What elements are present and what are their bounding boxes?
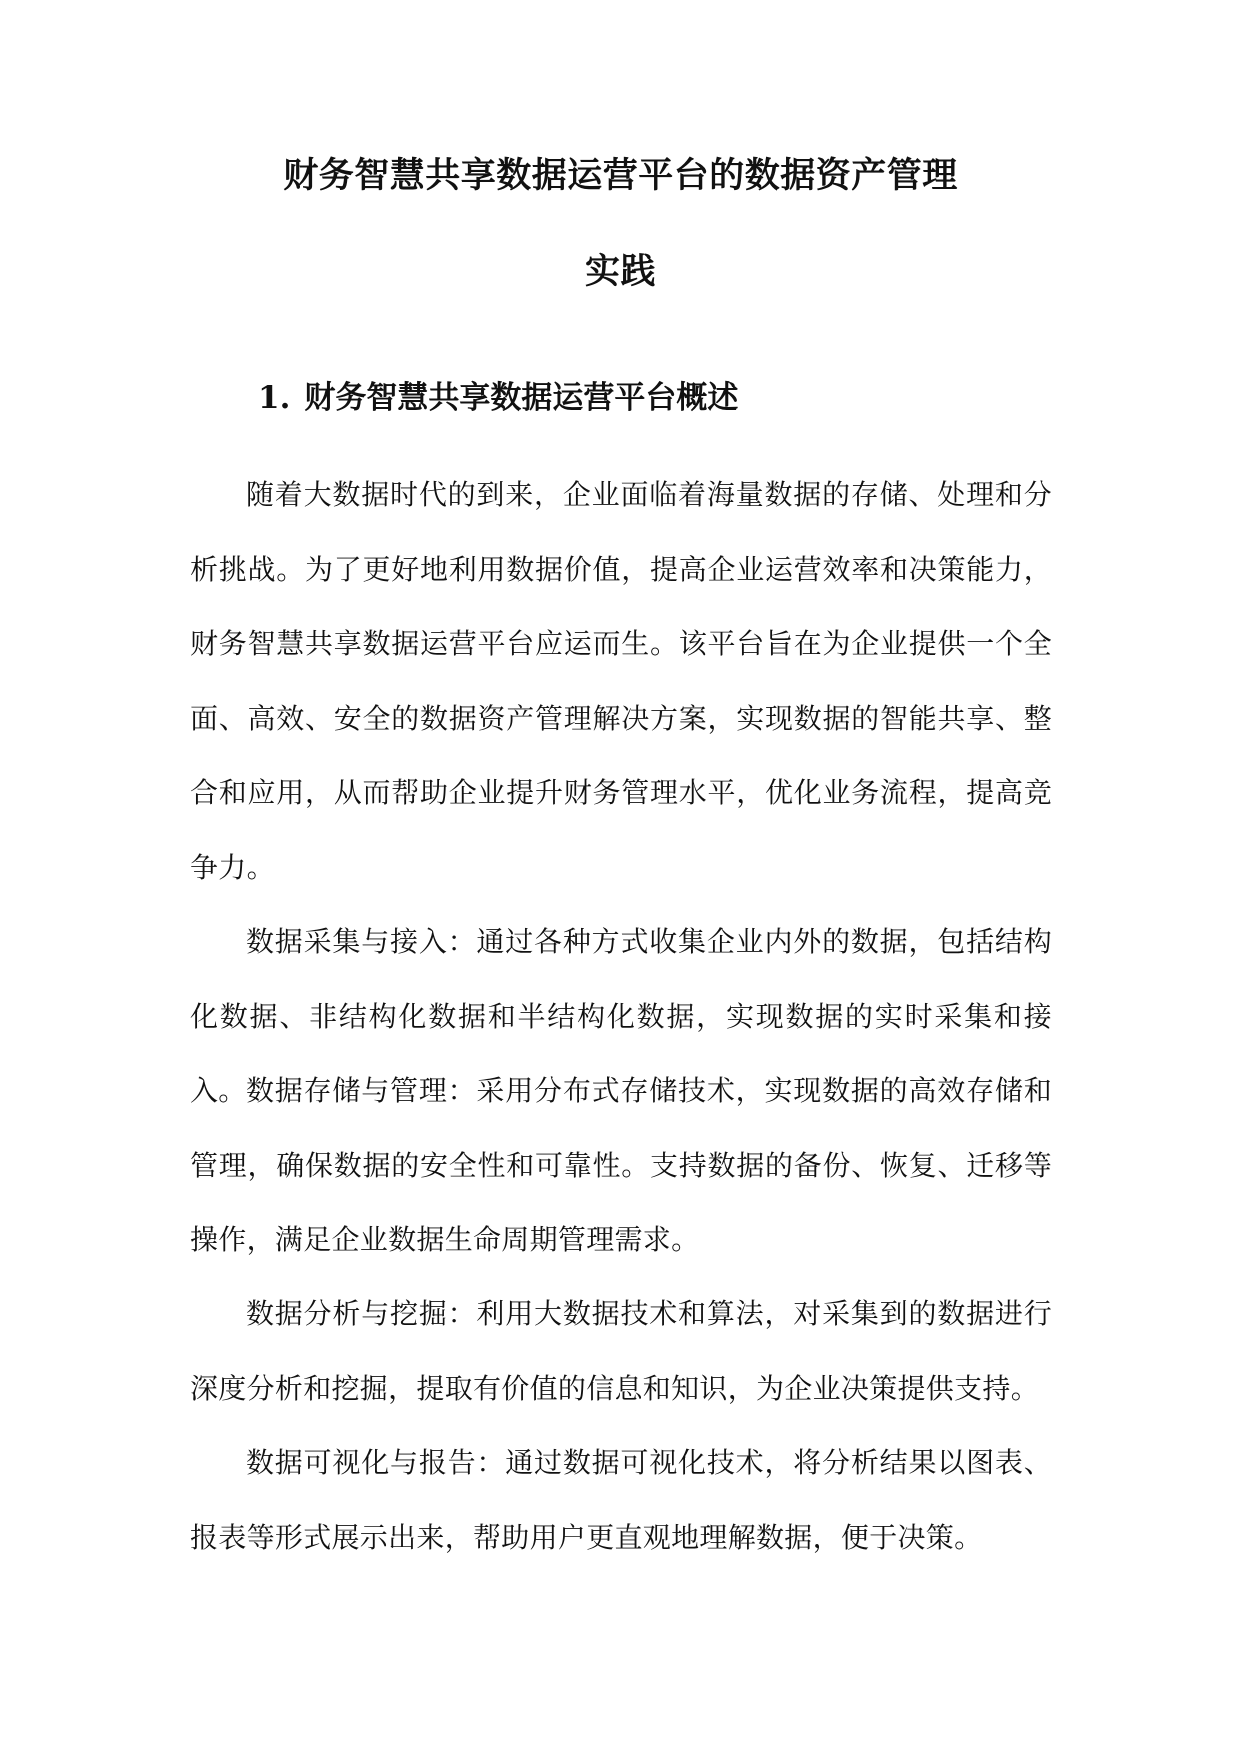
section-heading	[258, 378, 738, 418]
paragraph-overview: 随着大数据时代的到来，企业面临着海量数据的存储、处理和分析挑战。为了更好地利用数据价值，提高企业运营效率和决策能力，财务智慧共享数据运营平台应运而生。该平台旨在为企业提供一个全面、高效、安全的数据资产管理解决方案，实现数据的智能共享、整合和应用，从而帮助企业提升财务管理水平，优化业务流程，提高竞争力。	[190, 478, 1052, 884]
paragraph-data-collection: 数据采集与接入：通过各种方式收集企业内外的数据，包括结构化数据、非结构化数据和半结构化数据，实现数据的实时采集和接入。	[190, 925, 1052, 1107]
paragraph-data-storage: 数据存储与管理：采用分布式存储技术，实现数据的高效存储和管理，确保数据的安全性和可靠性。支持数据的备份、恢复、迁移等操作，满足企业数据生命周期管理需求。	[190, 1074, 1052, 1256]
paragraph-data-visualization: 数据可视化与报告：通过数据可视化技术，将分析结果以图表、报表等形式展示出来，帮助用户更直观地理解数据，便于决策。	[190, 1446, 1052, 1554]
section-heading-text: 财务智慧共享数据运营平台概述	[304, 380, 739, 416]
paragraph-data-analysis: 数据分析与挖掘：利用大数据技术和算法，对采集到的数据进行深度分析和挖掘，提取有价值的信息和知识，为企业决策提供支持。	[190, 1297, 1052, 1405]
document-title-line-2: 实践	[584, 251, 656, 292]
document-title-line-1: 财务智慧共享数据运营平台的数据资产管理	[283, 155, 958, 196]
section-number: 1.	[258, 380, 291, 416]
